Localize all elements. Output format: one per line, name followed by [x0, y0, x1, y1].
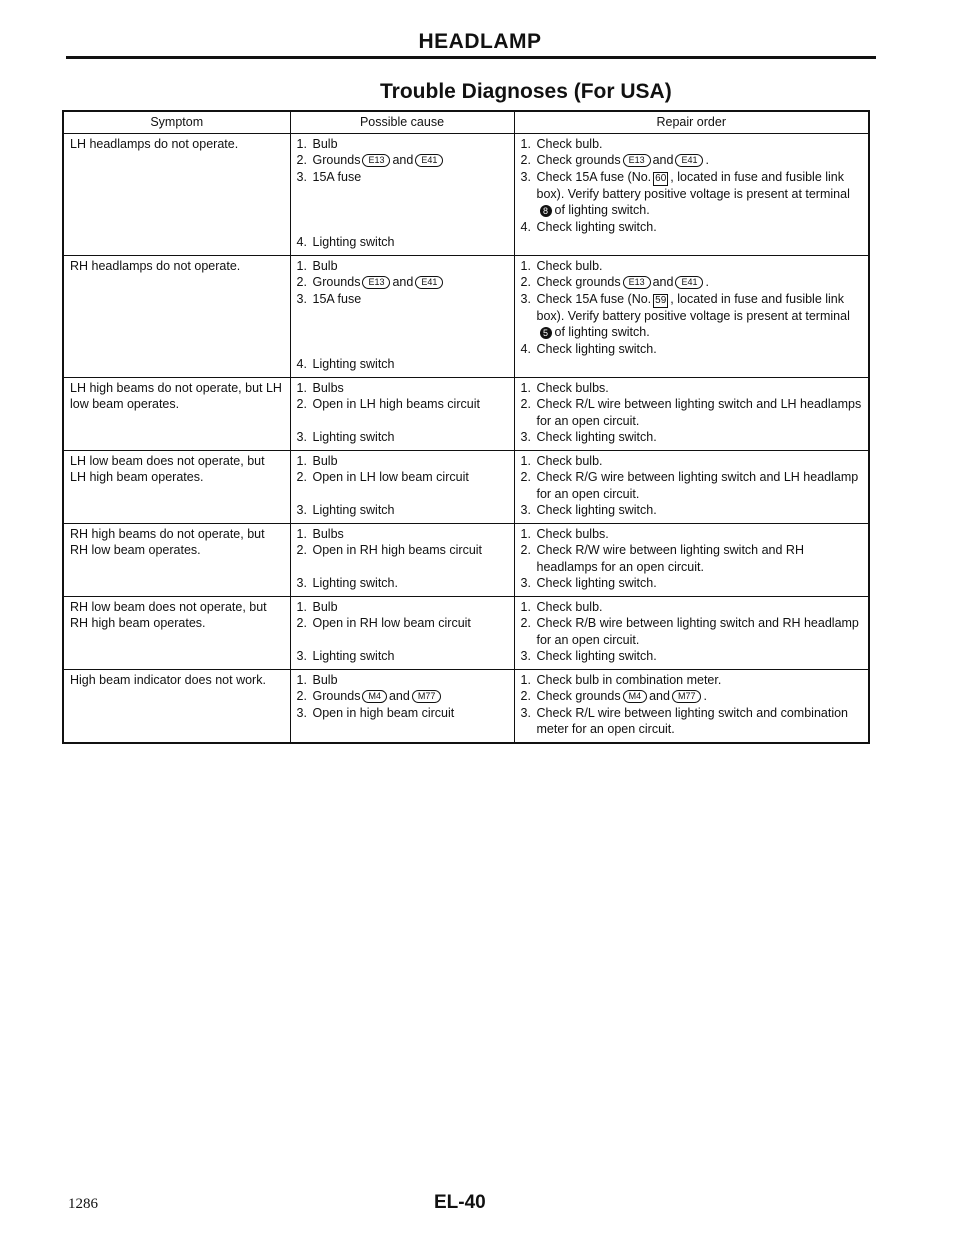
- symptom-cell: RH headlamps do not operate.: [63, 255, 290, 377]
- repair-step: 1. Check bulb in combination meter.: [520, 672, 722, 687]
- repair-step: 2. Check R/B wire between lighting switch and RH headlamp for an open circuit.: [520, 616, 859, 647]
- repair-step: 1. Check bulbs.: [520, 526, 609, 541]
- repair-step: 2. Check grounds E13 and E41 .: [520, 153, 709, 167]
- cause-step: 2. Open in LH low beam circuit: [296, 470, 469, 484]
- cause-step: 3. Lighting switch.: [296, 575, 398, 590]
- page-number: 1286: [68, 1196, 98, 1212]
- symptom-cell: LH high beams do not operate, but LH low beam operates.: [63, 377, 290, 450]
- repair-step: 3. Check lighting switch.: [520, 576, 657, 590]
- symptom-cell: RH high beams do not operate, but RH low beam operates.: [63, 523, 290, 596]
- cause-step: 2. Grounds E13 and E41: [297, 274, 508, 291]
- table-row: [63, 133, 869, 255]
- cause-step: 2. Open in LH high beams circuit: [296, 397, 480, 411]
- repair-step: 3. Check lighting switch.: [520, 649, 657, 663]
- cause-step: 1. Bulb: [296, 453, 338, 468]
- repair-step: 4. Check lighting switch.: [520, 219, 657, 234]
- cause-step: 3. Lighting switch: [296, 648, 395, 663]
- cause-cell: [290, 450, 514, 523]
- cause-step: 1. Bulb: [296, 672, 338, 687]
- cause-step: 3. 15A fuse: [296, 169, 362, 184]
- cause-step: 3. Lighting switch: [296, 429, 395, 444]
- table-row: [63, 669, 869, 743]
- cause-step: 1. Bulbs: [296, 380, 344, 395]
- repair-step: 3. Check 15A fuse (No. 59 , located in fuse and fusible link box). Verify battery positive voltage is present at terminal5 of lighting switch.: [520, 291, 850, 339]
- trouble-diagnoses-table: [62, 110, 870, 744]
- repair-step: 3. Check lighting switch.: [520, 503, 657, 517]
- header-rule: [66, 56, 876, 59]
- repair-cell: [514, 133, 869, 255]
- repair-step: 1. Check bulbs.: [520, 380, 609, 395]
- connector-badge: E41: [415, 154, 443, 167]
- connector-badge: E41: [675, 154, 703, 167]
- cause-step: 2. Grounds M4 and M77: [297, 688, 508, 705]
- column-header-repair: Repair order: [514, 111, 869, 133]
- connector-badge: M4: [362, 690, 387, 703]
- cause-step: 2. Open in RH low beam circuit: [296, 616, 471, 630]
- repair-step: 1. Check bulb.: [520, 136, 603, 151]
- table-header-row: [63, 111, 869, 133]
- connector-badge: M4: [623, 690, 648, 703]
- cause-step: 3. Lighting switch: [296, 502, 395, 517]
- connector-badge: E13: [623, 276, 651, 289]
- page-title: HEADLAMP: [418, 30, 542, 53]
- symptom-cell: High beam indicator does not work.: [63, 669, 290, 743]
- repair-step: 1. Check bulb.: [520, 599, 603, 614]
- section-title: Trouble Diagnoses (For USA): [380, 80, 672, 103]
- repair-cell: [514, 596, 869, 669]
- cause-step: 4. Lighting switch: [296, 235, 395, 249]
- cause-step: 1. Bulb: [296, 599, 338, 614]
- repair-cell: [514, 523, 869, 596]
- connector-badge: M77: [412, 690, 442, 703]
- cause-step: 3. Open in high beam circuit: [296, 705, 455, 720]
- repair-step: 3. Check lighting switch.: [520, 430, 657, 444]
- cause-step: 2. Open in RH high beams circuit: [296, 543, 483, 557]
- cause-cell: [290, 669, 514, 743]
- symptom-cell: RH low beam does not operate, but RH high beam operates.: [63, 596, 290, 669]
- repair-step: 2. Check grounds M4 and M77 .: [520, 689, 707, 703]
- connector-badge: E41: [415, 276, 443, 289]
- table-row: [63, 450, 869, 523]
- cause-step: 2. Grounds E13 and E41: [297, 152, 508, 169]
- repair-step: 2. Check grounds E13 and E41 .: [520, 275, 709, 289]
- column-header-symptom: Symptom: [63, 111, 290, 133]
- terminal-number-badge: 8: [540, 205, 552, 217]
- symptom-cell: LH low beam does not operate, but LH high beam operates.: [63, 450, 290, 523]
- cause-cell: [290, 596, 514, 669]
- connector-badge: E13: [362, 276, 390, 289]
- connector-badge: M77: [672, 690, 702, 703]
- connector-badge: E13: [362, 154, 390, 167]
- repair-cell: [514, 450, 869, 523]
- table-row: [63, 523, 869, 596]
- cause-step: 1. Bulbs: [296, 526, 344, 541]
- fuse-number-badge: 60: [655, 172, 667, 184]
- cause-step: 3. 15A fuse: [296, 291, 362, 306]
- repair-step: 2. Check R/G wire between lighting switch and LH headlamp for an open circuit.: [520, 470, 859, 501]
- connector-badge: E13: [623, 154, 651, 167]
- table-row: [63, 377, 869, 450]
- fuse-number-badge: 59: [655, 294, 667, 306]
- cause-cell: [290, 523, 514, 596]
- repair-step: 2. Check R/L wire between lighting switch and LH headlamps for an open circuit.: [520, 397, 862, 428]
- repair-step: 3. Check 15A fuse (No. 60 , located in fuse and fusible link box). Verify battery positive voltage is present at terminal8 of lighting switch.: [520, 169, 850, 217]
- repair-cell: [514, 377, 869, 450]
- cause-step: 4. Lighting switch: [296, 357, 395, 371]
- repair-step: 1. Check bulb.: [520, 453, 603, 468]
- cause-step: 1. Bulb: [296, 258, 338, 273]
- repair-step: 4. Check lighting switch.: [520, 341, 657, 356]
- page-code: EL-40: [434, 1192, 486, 1213]
- table-row: [63, 596, 869, 669]
- cause-cell: [290, 377, 514, 450]
- table-row: [63, 255, 869, 377]
- repair-step: 3. Check R/L wire between lighting switch and combination meter for an open circuit.: [520, 705, 849, 736]
- cause-cell: [290, 255, 514, 377]
- repair-cell: [514, 255, 869, 377]
- cause-cell: [290, 133, 514, 255]
- repair-cell: [514, 669, 869, 743]
- cause-step: 1. Bulb: [296, 136, 338, 151]
- symptom-cell: LH headlamps do not operate.: [63, 133, 290, 255]
- connector-badge: E41: [675, 276, 703, 289]
- column-header-cause: Possible cause: [290, 111, 514, 133]
- repair-step: 2. Check R/W wire between lighting switch and RH headlamps for an open circuit.: [520, 543, 804, 574]
- repair-step: 1. Check bulb.: [520, 258, 603, 273]
- terminal-number-badge: 5: [540, 327, 552, 339]
